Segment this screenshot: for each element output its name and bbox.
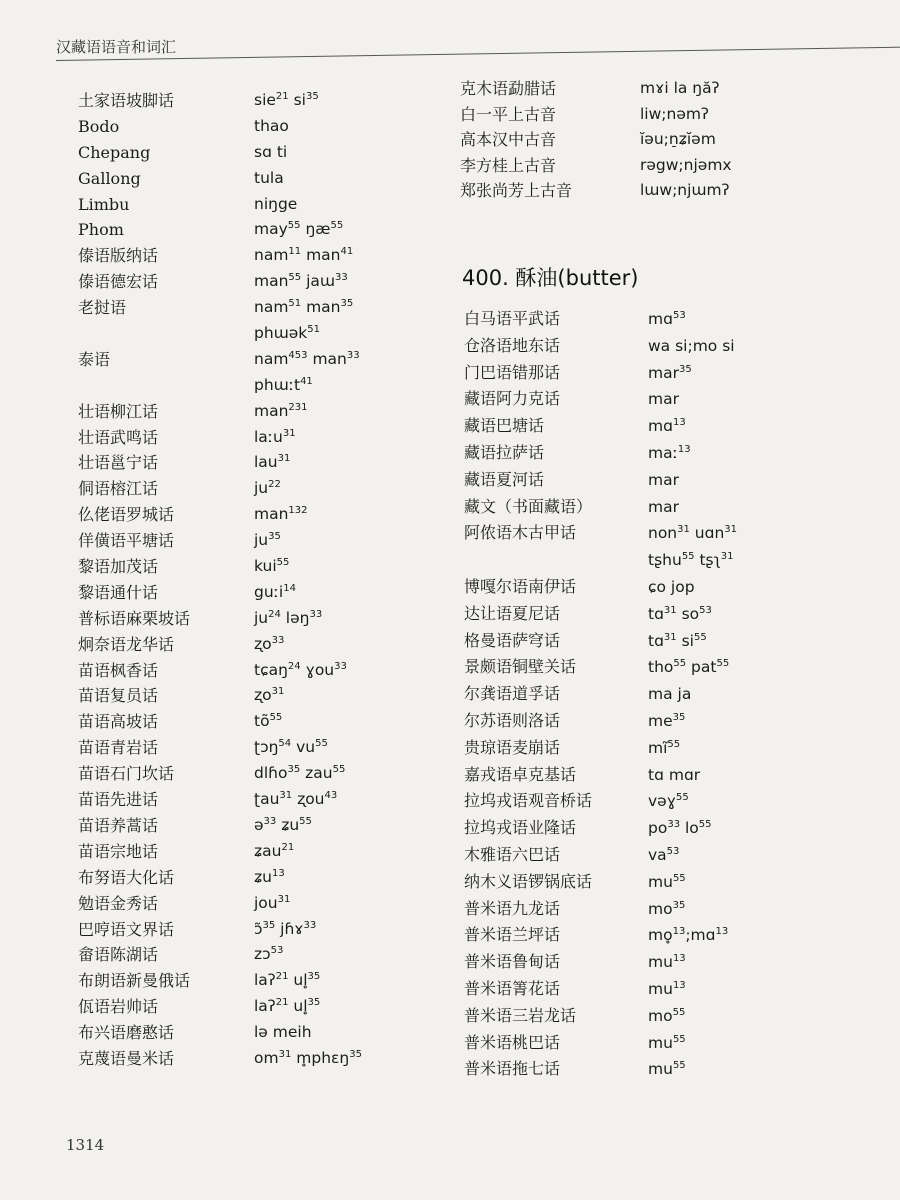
entry-row bbox=[464, 842, 884, 869]
word-form: sɑ ti bbox=[254, 142, 288, 161]
language-name: 阿侬语木古甲话 bbox=[464, 523, 577, 543]
language-name: 普米语鲁甸话 bbox=[464, 952, 561, 972]
word-form: man$^{55}$ jaɯ$^{33}$ bbox=[254, 272, 348, 291]
language-name: 壮语柳江话 bbox=[78, 401, 159, 421]
section-title: 400. 酥油(butter) bbox=[462, 266, 639, 290]
language-name: 佯僙语平塘话 bbox=[78, 531, 175, 551]
word-form: lau$^{31}$ bbox=[254, 453, 291, 472]
language-name: 拉坞戎语业隆话 bbox=[464, 818, 577, 838]
entry-row bbox=[78, 761, 448, 787]
language-name: 老挝语 bbox=[78, 298, 127, 318]
language-name: Bodo bbox=[78, 116, 120, 136]
entry-row bbox=[464, 896, 884, 923]
word-form: $ju^{22}$ bbox=[254, 479, 281, 498]
language-name: 白马语平武话 bbox=[464, 309, 561, 328]
language-name: 尔龚语道孚话 bbox=[464, 684, 561, 704]
word-form: ʑau$^{21}$ bbox=[254, 841, 295, 860]
entry-row bbox=[464, 333, 884, 360]
entry-row bbox=[78, 425, 448, 451]
entry-row bbox=[78, 114, 448, 140]
entry-row bbox=[464, 708, 884, 735]
word-form: mar bbox=[648, 497, 679, 516]
entry-row bbox=[78, 994, 448, 1020]
word-form: laːu$^{31}$ bbox=[254, 427, 296, 446]
word-form: guːi$^{14}$ bbox=[254, 582, 296, 601]
word-form: tɑ$^{31}$ $so^{53}$ bbox=[648, 604, 712, 623]
entry-row bbox=[78, 528, 448, 554]
word-form: laʔ$^{21}$ ul̥$^{35}$ bbox=[254, 997, 321, 1016]
entry-row bbox=[78, 1020, 448, 1046]
language-name: 壮语武鸣话 bbox=[78, 427, 159, 447]
running-header: 汉藏语语音和词汇 bbox=[56, 38, 177, 56]
language-name: 普米语九龙话 bbox=[464, 898, 561, 918]
language-name: 嘉戎语卓克基话 bbox=[464, 764, 577, 784]
word-form: ʐo$^{33}$ bbox=[254, 634, 285, 653]
entry-row bbox=[78, 502, 448, 528]
entry-row bbox=[464, 1003, 884, 1030]
word-form: $mu^{55}$ bbox=[648, 872, 686, 891]
entry-row bbox=[78, 166, 448, 192]
language-name: 布兴语磨憨话 bbox=[78, 1023, 175, 1043]
word-form: non$^{31}$ uɑn$^{31}$ bbox=[648, 524, 738, 543]
language-name: 侗语榕江话 bbox=[78, 479, 159, 499]
word-form: lɯw;njɯmʔ bbox=[640, 181, 730, 199]
right-column-continuation bbox=[460, 76, 880, 204]
language-name: 傣语德宏话 bbox=[78, 272, 159, 292]
entry-row bbox=[464, 762, 884, 789]
word-form: nam$^{51}$ man$^{35}$ bbox=[254, 298, 354, 317]
word-form: phɯːt$^{41}$ bbox=[254, 375, 313, 394]
word-form: vəɣ$^{55}$ bbox=[648, 792, 689, 811]
word-form: mɑ$^{13}$ bbox=[648, 417, 686, 436]
word-form: tʂhu$^{55}$ tʂʅ$^{31}$ bbox=[648, 551, 734, 570]
entry-row bbox=[464, 467, 884, 494]
entry-row bbox=[78, 813, 448, 839]
language-name: 苗语枫香话 bbox=[78, 660, 159, 680]
language-name: 苗语先进话 bbox=[78, 790, 159, 810]
word-form: $me^{35}$ bbox=[648, 711, 686, 730]
word-form: $va^{53}$ bbox=[648, 845, 680, 864]
word-form: $mu^{55}$ bbox=[648, 1033, 686, 1052]
entry-row bbox=[464, 922, 884, 949]
word-form: $mu^{55}$ bbox=[648, 1060, 686, 1079]
word-form: ɕo jop bbox=[648, 577, 695, 596]
language-name: Chepang bbox=[78, 142, 151, 162]
language-name: 李方桂上古音 bbox=[460, 155, 557, 175]
word-form: thao bbox=[254, 116, 289, 135]
page-number: 1314 bbox=[66, 1136, 105, 1154]
word-form: dlɦo$^{35}$ zau$^{55}$ bbox=[254, 764, 346, 783]
language-name: 博嘎尔语南伊话 bbox=[464, 576, 577, 596]
entry-row bbox=[78, 140, 448, 166]
word-form: mar bbox=[648, 390, 679, 409]
language-name: 普米语兰坪话 bbox=[464, 925, 561, 945]
entry-row bbox=[464, 413, 884, 440]
entry-row bbox=[464, 360, 884, 387]
language-name: 纳木义语锣锅底话 bbox=[464, 871, 593, 891]
language-name: 达让语夏尼话 bbox=[464, 603, 561, 623]
word-form: $mo^{55}$ bbox=[648, 1006, 686, 1025]
language-name: 普标语麻栗坡话 bbox=[78, 608, 191, 628]
language-name: 木雅语六巴话 bbox=[464, 844, 561, 864]
word-form: nam$^{11}$ man$^{41}$ bbox=[254, 246, 354, 265]
language-name: 贵琼语麦崩话 bbox=[464, 737, 561, 757]
entry-row bbox=[464, 949, 884, 976]
word-form: rəgw;njəmx bbox=[640, 155, 732, 174]
entry-row bbox=[78, 787, 448, 813]
word-form: tula bbox=[254, 168, 284, 187]
language-name: 普米语箐花话 bbox=[464, 978, 561, 998]
language-name: 克木语勐腊话 bbox=[460, 79, 557, 98]
language-name: 尔苏语则洛话 bbox=[464, 710, 561, 730]
entry-row bbox=[78, 683, 448, 709]
entry-row bbox=[460, 127, 880, 153]
entry-row bbox=[78, 735, 448, 761]
language-name: 仫佬语罗城话 bbox=[78, 505, 175, 525]
entry-row bbox=[78, 554, 448, 580]
word-form: $mu^{13}$ bbox=[648, 979, 686, 998]
word-form: mar bbox=[648, 470, 679, 489]
language-name: 傣语版纳话 bbox=[78, 246, 159, 266]
language-name: 藏语阿力克话 bbox=[464, 389, 561, 409]
language-name: 普米语拖七话 bbox=[464, 1059, 561, 1079]
entry-row bbox=[464, 520, 884, 547]
language-name: 佤语岩帅话 bbox=[78, 997, 159, 1017]
entry-row bbox=[78, 321, 448, 347]
word-form: $po^{33}$ $lo^{55}$ bbox=[648, 819, 712, 838]
entry-row bbox=[464, 788, 884, 815]
word-form: nam$^{453}$ man$^{33}$ bbox=[254, 349, 360, 368]
word-form: sie$^{21}$ $si^{35}$ bbox=[254, 91, 319, 109]
word-form: $tõ^{55}$ bbox=[254, 712, 283, 731]
language-name: Gallong bbox=[78, 168, 141, 188]
entry-row bbox=[78, 217, 448, 243]
word-form: mar$^{35}$ bbox=[648, 363, 692, 382]
entry-row bbox=[78, 658, 448, 684]
header-rule bbox=[56, 47, 900, 61]
entry-row bbox=[464, 869, 884, 896]
entry-row bbox=[78, 269, 448, 295]
entry-row bbox=[464, 306, 884, 333]
language-name: 克蔑语曼米话 bbox=[78, 1048, 175, 1068]
entry-row bbox=[78, 632, 448, 658]
entry-row bbox=[464, 735, 884, 762]
entry-row bbox=[78, 192, 448, 218]
entry-row bbox=[464, 601, 884, 628]
word-form: liw;nəmʔ bbox=[640, 104, 709, 123]
language-name: 白一平上古音 bbox=[460, 104, 557, 124]
word-form: ĭəu;n̠ʑĭəm bbox=[640, 130, 716, 148]
language-name: 苗语复员话 bbox=[78, 686, 159, 706]
language-name: 布朗语新曼俄话 bbox=[78, 971, 191, 991]
language-name: 门巴语错那话 bbox=[464, 362, 561, 382]
word-form: man$^{132}$ bbox=[254, 505, 308, 524]
language-name: 仓洛语地东话 bbox=[464, 335, 561, 355]
entry-row bbox=[464, 815, 884, 842]
left-column bbox=[78, 88, 448, 1072]
language-name: 苗语高坡话 bbox=[78, 712, 159, 732]
language-name: 景颇语铜壁关话 bbox=[464, 657, 577, 677]
entry-row bbox=[464, 681, 884, 708]
entry-row bbox=[78, 865, 448, 891]
entry-row bbox=[78, 968, 448, 994]
entry-row bbox=[78, 839, 448, 865]
word-form: lə meih bbox=[254, 1023, 312, 1042]
word-form: phɯək$^{51}$ bbox=[254, 324, 321, 343]
word-form: jou$^{31}$ bbox=[254, 893, 291, 912]
word-form: wa si;mo si bbox=[648, 336, 735, 355]
language-name: 畲语陈湖话 bbox=[78, 945, 159, 965]
word-form: ə$^{33}$ ʑu$^{55}$ bbox=[254, 815, 312, 834]
language-name: 高本汉中古音 bbox=[460, 130, 557, 149]
language-name: 泰语 bbox=[78, 349, 111, 369]
entry-row bbox=[78, 606, 448, 632]
language-name: Phom bbox=[78, 220, 124, 240]
language-name: 苗语青岩话 bbox=[78, 738, 159, 758]
entry-row bbox=[464, 1030, 884, 1057]
word-form: $ju^{24}$ ləŋ$^{33}$ bbox=[254, 608, 323, 627]
entry-row bbox=[460, 178, 880, 204]
language-name: 巴哼语文界话 bbox=[78, 919, 175, 939]
entry-row bbox=[460, 102, 880, 128]
entry-row bbox=[464, 654, 884, 681]
entry-row bbox=[78, 243, 448, 269]
entry-row bbox=[78, 450, 448, 476]
word-form: $mo^{35}$ bbox=[648, 899, 686, 918]
language-name: 苗语宗地话 bbox=[78, 841, 159, 861]
entry-row bbox=[464, 386, 884, 413]
word-form: $mĩ^{55}$ bbox=[648, 738, 681, 757]
language-name: 格曼语萨穹话 bbox=[464, 630, 561, 650]
word-form: laʔ$^{21}$ ul̥$^{35}$ bbox=[254, 971, 321, 990]
entry-row bbox=[78, 891, 448, 917]
entry-row bbox=[78, 295, 448, 321]
language-name: 普米语三岩龙话 bbox=[464, 1005, 577, 1025]
language-name: 布努语大化话 bbox=[78, 867, 175, 887]
language-name: 土家语坡脚话 bbox=[78, 91, 175, 110]
word-form: ʈɔŋ$^{54}$ $vu^{55}$ bbox=[254, 738, 328, 757]
entry-row bbox=[464, 976, 884, 1003]
language-name: 炯奈语龙华话 bbox=[78, 634, 175, 654]
word-form: kui$^{55}$ bbox=[254, 557, 290, 576]
language-name: 藏语夏河话 bbox=[464, 469, 545, 489]
entry-row bbox=[78, 709, 448, 735]
entry-row bbox=[464, 1056, 884, 1083]
word-form: tɑ mɑr bbox=[648, 765, 701, 784]
language-name: 拉坞戎语观音桥话 bbox=[464, 791, 593, 811]
word-form: niŋge bbox=[254, 194, 298, 213]
word-form: maː$^{13}$ bbox=[648, 443, 691, 462]
language-name: 壮语邕宁话 bbox=[78, 453, 159, 473]
word-form: $om^{31}$ m̥phɛŋ$^{35}$ bbox=[254, 1048, 362, 1067]
word-form: man$^{231}$ bbox=[254, 401, 308, 420]
language-name: 普米语桃巴话 bbox=[464, 1032, 561, 1052]
entry-row bbox=[464, 440, 884, 467]
entry-row bbox=[78, 942, 448, 968]
language-name: 苗语石门坎话 bbox=[78, 764, 175, 784]
entry-row bbox=[464, 547, 884, 574]
language-name: 黎语通什话 bbox=[78, 582, 159, 602]
word-form: ma ja bbox=[648, 685, 692, 704]
word-form: ʐo$^{31}$ bbox=[254, 686, 285, 705]
language-name: 勉语金秀话 bbox=[78, 893, 159, 913]
language-name: Limbu bbox=[78, 194, 130, 214]
entry-row bbox=[78, 88, 448, 114]
entry-row bbox=[78, 1046, 448, 1072]
word-form: ʈau$^{31}$ ʐou$^{43}$ bbox=[254, 790, 338, 809]
language-name: 苗语养蒿话 bbox=[78, 815, 159, 835]
entry-row bbox=[464, 628, 884, 655]
entry-row bbox=[78, 399, 448, 425]
entry-row bbox=[78, 917, 448, 943]
language-name: 藏语拉萨话 bbox=[464, 442, 545, 462]
word-form: may$^{55}$ $ŋæ^{55}$ bbox=[254, 220, 344, 239]
word-form: mɑ$^{53}$ bbox=[648, 310, 686, 328]
entry-row bbox=[460, 76, 880, 102]
entry-row bbox=[460, 153, 880, 179]
word-form: tɑ$^{31}$ $si^{55}$ bbox=[648, 631, 707, 650]
language-name: 藏语巴塘话 bbox=[464, 416, 545, 436]
word-form: mo̥$^{13}$;mɑ$^{13}$ bbox=[648, 926, 729, 945]
word-form: ʑu$^{13}$ bbox=[254, 867, 285, 886]
word-form: mɤi la ŋăʔ bbox=[640, 79, 720, 97]
word-form: ɔ̃$^{35}$ jɦɤ$^{33}$ bbox=[254, 919, 317, 938]
entry-row bbox=[78, 476, 448, 502]
language-name: 藏文（书面藏语） bbox=[464, 496, 593, 516]
language-name: 黎语加茂话 bbox=[78, 557, 159, 577]
word-form: $ju^{35}$ bbox=[254, 531, 281, 550]
word-form: tho$^{55}$ pat$^{55}$ bbox=[648, 658, 730, 677]
word-form: $mu^{13}$ bbox=[648, 953, 686, 972]
word-form: zɔ$^{53}$ bbox=[254, 945, 284, 964]
right-column-section bbox=[464, 306, 884, 1083]
entry-row bbox=[78, 373, 448, 399]
entry-row bbox=[464, 494, 884, 521]
word-form: tɕaŋ$^{24}$ ɣou$^{33}$ bbox=[254, 660, 347, 679]
entry-row bbox=[78, 347, 448, 373]
language-name: 郑张尚芳上古音 bbox=[460, 181, 573, 200]
entry-row bbox=[78, 580, 448, 606]
entry-row bbox=[464, 574, 884, 601]
